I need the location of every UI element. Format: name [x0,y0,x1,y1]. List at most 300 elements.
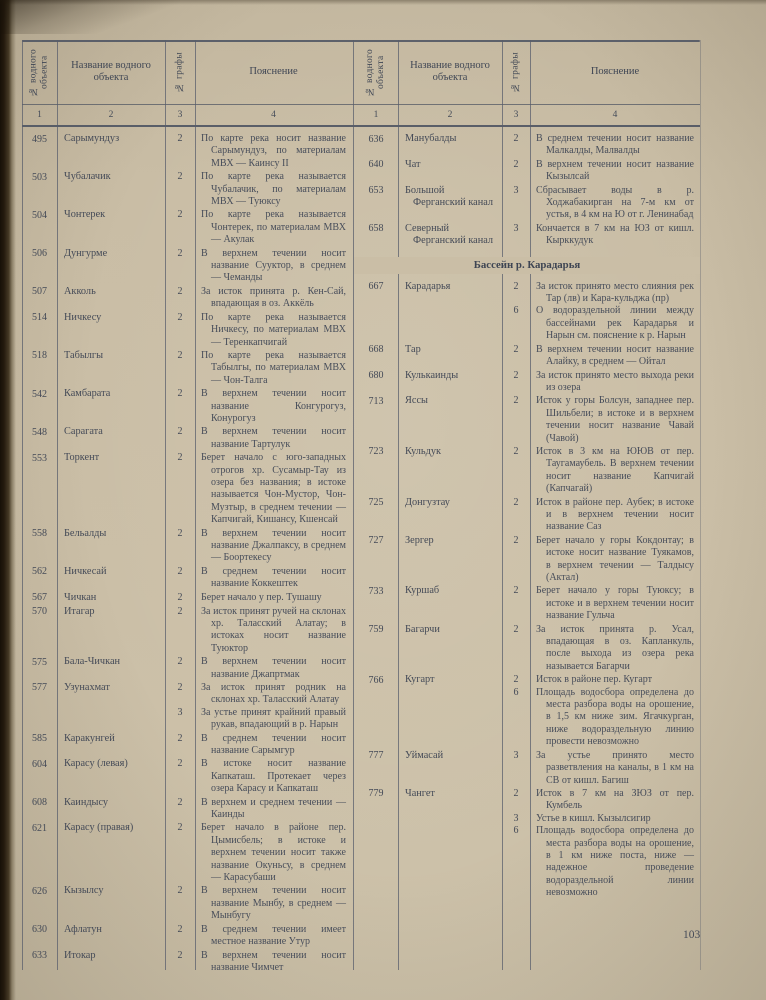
row-items [502,133,700,158]
table-row [354,344,700,369]
corner-shadow [0,0,180,34]
row-item [165,350,352,387]
col-number-1: 1 [373,110,379,120]
object-name: Кульдук [405,445,442,457]
grapha-number: 2 [177,758,183,770]
table-row [22,248,352,285]
row-item [165,592,352,604]
grapha-number: 2 [513,369,519,381]
row-item [502,446,700,496]
table-row [354,223,700,248]
object-name: Кулькаинды [405,369,459,381]
col-header-object-number: № водного объекта [365,48,386,96]
grapha-number: 2 [513,158,519,170]
object-number: 542 [32,388,47,400]
row-items [502,223,700,248]
object-number: 640 [368,159,384,171]
table-body-left [22,133,352,975]
row-items [502,159,700,184]
table-row [354,185,700,222]
explanation-text: В среднем течении носит название Малкалды, Малвалды [536,133,694,157]
row-items [502,674,700,748]
row-items [165,171,352,208]
table-rule [700,40,701,970]
object-number: 585 [32,733,47,745]
object-number: 779 [368,788,384,800]
explanation-text: Берет начало у горы Кокдонтау; в истоке носит название Туякамов, в верхнем течении — Талдысу (Актал) [536,534,694,583]
table-row [22,656,352,681]
col-header-explanation: Пояснение [590,66,640,77]
table-row [354,133,700,158]
row-item [165,286,352,311]
object-name: Тар [405,343,421,355]
table-row [22,426,352,451]
explanation-text: В верхнем течении носит название Тартулук [201,426,346,450]
object-number: 604 [32,758,47,770]
object-name: Чубалачик [64,171,111,183]
table-row [22,528,352,565]
row-items [502,535,700,585]
explanation-text: В верхнем течении носит название Джалпаксу, в среднем — Боортекесу [201,527,346,564]
table-row [354,497,700,534]
grapha-number: 2 [513,445,519,457]
object-number: 518 [32,350,47,362]
row-item [502,585,700,622]
object-number: 504 [32,209,47,221]
row-items [502,185,700,222]
col-header-object-name: Название водного объекта [71,60,151,83]
row-items [165,209,352,246]
explanation-text: Исток в 7 км на ЗЮЗ от пер. Кумбель [536,787,694,812]
object-name: Ничкесай [64,565,107,577]
explanation-text: За исток принято место слияния рек Тар (лв) и Кара-кульджа (пр) [536,280,694,305]
table-header-rule [22,104,700,105]
row-item [502,687,700,749]
row-item [502,185,700,222]
table-row [354,788,700,900]
grapha-number: 2 [513,395,519,407]
table-row [354,585,700,622]
explanation-text: Исток в районе пер. Аубек; в истоке и в верхнем течении носит название Саз [536,496,694,533]
object-number: 506 [32,248,47,260]
grapha-number: 2 [177,796,183,808]
grapha-number: 3 [177,706,183,718]
row-items [165,350,352,387]
explanation-text: Сбрасывает воды в р. Ходжабакирган на 7-м км от устья, в 4 км на Ю от г. Ленинабад [536,184,694,221]
object-number: 723 [368,446,384,458]
row-items [165,566,352,591]
object-name: Ничкесу [64,311,102,323]
row-items [165,758,352,795]
col-number-1: 1 [37,110,42,120]
explanation-text: Берет начало с юго-западных отрогов хр. Сусамыр-Тау из озера без названия; в истоке называется Чон-Мустор, Чон-Музтыр, в среднем течении — Капчигай, Кишансу, Кшенсай [201,452,346,526]
object-name: Каракунгей [64,732,115,744]
object-name: Большой Ферганский канал [405,184,494,209]
table-row [22,733,352,758]
explanation-text: По карте река носит название Сарымундуз, по материалам МВХ — Каинсу II [201,133,346,169]
row-item [502,305,700,342]
object-name: Северный Ферганский канал [405,222,494,247]
grapha-number: 2 [177,285,183,297]
explanation-text: Берет начало у горы Туюксу; в истоке и в верхнем течении носит название Гульча [536,585,694,622]
grapha-number: 2 [513,496,519,508]
object-name: Торкент [64,452,100,464]
grapha-number: 2 [177,349,183,361]
table-row [22,566,352,591]
grapha-number: 2 [513,623,519,635]
grapha-number: 2 [177,426,183,438]
table-row [354,281,700,343]
object-number: 558 [32,528,47,540]
row-item [502,281,700,306]
object-number: 636 [368,133,384,145]
grapha-number: 2 [177,247,183,259]
col-number-4: 4 [271,110,276,120]
object-name: Акколь [64,285,96,297]
table-row [354,395,700,445]
row-item [502,370,700,395]
object-name: Чангет [405,787,435,799]
object-name: Чичкан [64,591,97,603]
object-name: Карасу (правая) [64,822,134,834]
grapha-number: 2 [513,674,519,686]
object-number: 577 [32,682,47,694]
explanation-text: Площадь водосбора определена до места разбора воды на орошение, в 1 км ниже поста, ниже — надежное проведение водораздельной линии невозможно [536,825,694,899]
grapha-number: 2 [177,565,183,577]
object-number: 548 [32,426,47,438]
row-item [502,750,700,787]
row-item [502,535,700,585]
row-item [502,344,700,369]
explanation-text: За исток принят ручей на склонах хр. Таласский Алатау; в истоках носит название Туюктор [201,605,346,654]
col-header-grapha-number: № графы [510,52,521,92]
col-header-explanation: Пояснение [249,66,298,77]
object-name: Кызылсу [64,885,104,897]
object-name: Сарагата [64,426,103,438]
row-item [165,606,352,656]
grapha-number: 2 [513,343,519,355]
grapha-number: 3 [513,184,519,196]
explanation-text: В верхнем течении носит название Алайку, в среднем — Ойтал [536,343,694,368]
row-item [502,674,700,686]
grapha-number: 6 [513,305,519,317]
grapha-number: 2 [177,923,183,935]
explanation-text: В верхнем и среднем течении — Каинды [201,796,346,821]
grapha-number: 2 [177,732,183,744]
row-items [165,452,352,526]
row-item [502,788,700,813]
row-items [165,248,352,285]
row-items [502,750,700,787]
grapha-number: 2 [177,949,183,961]
row-item [165,797,352,822]
col-number-3: 3 [177,110,183,120]
row-item [502,497,700,534]
object-name: Зергер [405,534,434,546]
row-item [165,885,352,922]
col-number-3: 3 [513,110,519,120]
explanation-text: За исток принята р. Кен-Сай, впадающая в оз. Аккёль [201,285,346,310]
table-body-right [354,133,700,901]
object-number: 626 [32,885,47,897]
table-row [354,159,700,184]
grapha-number: 2 [513,534,519,546]
row-items [165,592,352,604]
row-items [502,497,700,534]
explanation-text: В верхнем течении носит название Сууктор, в среднем — Чеманды [201,247,346,284]
object-name: Дунгурме [64,247,108,259]
explanation-text: За исток принят родник на склонах хр. Таласский Алатау [201,681,346,706]
table-row [22,133,352,170]
object-number: 658 [368,223,384,235]
grapha-number: 2 [177,656,183,668]
row-items [502,370,700,395]
table-row [22,885,352,922]
row-item [165,566,352,591]
table-row [354,446,700,496]
table-row [354,624,700,674]
object-name: Сарымундуз [64,133,120,144]
object-number: 495 [32,133,47,145]
object-name: Чат [405,158,421,170]
row-items [165,885,352,922]
object-name: Куршаб [405,585,440,597]
object-name: Карадарья [405,280,451,292]
row-items [502,624,700,674]
object-name: Табылгы [64,349,104,361]
object-name: Манубалды [405,133,457,144]
table-row [354,750,700,787]
grapha-number: 2 [177,822,183,834]
object-name: Бельалды [64,527,107,539]
grapha-number: 2 [177,311,183,323]
row-item [165,656,352,681]
grapha-number: 2 [513,280,519,292]
table-row [354,674,700,748]
row-items [165,606,352,656]
object-number: 567 [32,592,47,604]
row-item [502,813,700,825]
grapha-number: 2 [177,171,183,183]
row-items [165,797,352,822]
row-item [165,248,352,285]
object-name: Карасу (левая) [64,758,128,770]
object-name: Камбарата [64,388,111,400]
row-items [502,395,700,445]
explanation-text: Исток у горы Болсун, западнее пер. Шильбели; в истоке и в верхнем течении носит название Чавай (Чавой) [536,395,694,444]
table-row [22,822,352,884]
explanation-text: По карте река называется Чонтерек, по материалам МВХ — Акулак [201,209,346,246]
object-name: Каиндысу [64,796,109,808]
grapha-number: 6 [513,825,519,837]
row-items [165,426,352,451]
explanation-text: В верхнем течении носит название Джапртмак [201,656,346,680]
explanation-text: В среднем течении носит название Сарымгур [201,732,346,756]
row-items [165,133,352,170]
explanation-text: В верхнем течении носит название Чимчет [201,949,346,973]
col-number-2: 2 [108,110,114,120]
object-name: Бала-Чичкан [64,656,121,668]
object-number: 553 [32,452,47,464]
object-name: Багарчи [405,623,440,635]
table-row [22,924,352,949]
object-number: 733 [368,585,384,597]
row-items [165,656,352,681]
col-number-2: 2 [447,110,453,120]
grapha-number: 2 [177,452,183,464]
object-name: Итагар [64,605,95,617]
table-row [22,950,352,975]
object-name: Узунахмат [64,681,110,693]
explanation-text: Площадь водосбора определена до места разбора воды на орошение, в 1,5 км ниже зим. Ягачкурган, ниже водораздельную линию провести невозможно [536,686,694,748]
object-name: Афлатун [64,923,102,935]
row-item [165,682,352,707]
grapha-number: 2 [177,681,183,693]
row-item [502,223,700,248]
grapha-number: 2 [513,585,519,597]
row-item [165,133,352,170]
object-number: 713 [368,395,384,407]
grapha-number: 3 [513,222,519,234]
explanation-text: За исток принята р. Усал, впадающая в оз. Капланкуль, после выхода из озера река называется Багарчи [536,623,694,672]
grapha-number: 2 [177,388,183,400]
object-number: 759 [368,624,384,636]
explanation-text: В среднем течении имеет местное название Утур [201,923,346,948]
row-item [165,426,352,451]
row-item [502,624,700,674]
explanation-text: Берет начало у пер. Тушашу [201,591,322,603]
table-row [22,286,352,311]
explanation-text: В верхнем течении носит название Кызылсай [536,158,694,183]
object-number: 725 [368,497,384,509]
object-number: 608 [32,797,47,809]
grapha-number: 2 [177,885,183,897]
grapha-number: 2 [513,787,519,799]
object-name: Кугарт [405,674,435,686]
object-number: 777 [368,750,384,762]
object-number: 630 [32,924,47,936]
grapha-number: 3 [513,812,519,824]
explanation-text: Устье в кишл. Кызылсигир [536,812,651,824]
row-items [502,585,700,622]
object-name: Уймасай [405,749,444,761]
book-spine-edge [0,0,16,1000]
object-number: 507 [32,286,47,298]
table-row [22,171,352,208]
object-number: 633 [32,950,47,961]
row-items [502,446,700,496]
table-row [22,758,352,795]
object-number: 680 [368,370,384,381]
object-name: Чонтерек [64,209,106,221]
table-row [354,535,700,585]
row-item [165,171,352,208]
explanation-text: Берет начало в районе пер. Цымисбель; в истоке и верхнем течении носит также название Окуньсу, в среднем — Карасубаши [201,822,346,884]
row-items [502,281,700,343]
row-item [165,209,352,246]
row-item [165,822,352,884]
col-header-object-number: № водного объекта [28,48,50,96]
object-number: 570 [32,606,47,618]
table-row [22,209,352,246]
object-number: 727 [368,535,384,547]
row-items [502,344,700,369]
object-number: 503 [32,171,47,183]
row-items [165,286,352,311]
explanation-text: О водораздельной линии между бассейнами рек Карадарья и Нарын см. пояснение к р. Нарын [536,305,694,342]
object-number: 668 [368,344,384,356]
page-number: 103 [683,929,701,941]
grapha-number: 2 [177,591,183,603]
row-item [165,452,352,526]
col-number-4: 4 [612,110,618,120]
explanation-text: По карте река называется Чубалачик, по материалам МВХ — Туюксу [201,171,346,208]
table-row [22,452,352,526]
object-number: 766 [368,674,384,686]
grapha-number: 3 [513,749,519,761]
explanation-text: В истоке носит название Капкаташ. Протекает через озера Карасу и Капкаташ [201,758,346,795]
object-number: 562 [32,566,47,578]
row-items [165,950,352,975]
row-item [165,528,352,565]
table-row [354,370,700,395]
explanation-text: В верхнем течении носит название Мынбу, в среднем — Мынбугу [201,885,346,922]
grapha-number: 2 [513,133,519,144]
row-item [502,159,700,184]
row-items [165,682,352,732]
explanation-text: Кончается в 7 км на ЮЗ от кишл. Кырккудук [536,222,694,247]
row-item [165,707,352,732]
grapha-number: 2 [177,209,183,221]
col-header-object-name: Название водного объекта [410,60,490,83]
grapha-number: 6 [513,686,519,698]
object-number: 514 [32,312,47,324]
explanation-text: Исток в районе пер. Кугарт [536,674,653,686]
row-item [502,133,700,158]
basin-section-header: Бассейн р. Карадарья [354,257,700,274]
object-name: Донгузтау [405,496,450,508]
explanation-text: В верхнем течении носит название Конгурогуз, Конурогуз [201,388,346,424]
row-item [165,312,352,349]
explanation-text: За устье принят крайний правый рукав, впадающий в р. Нарын [201,706,346,731]
table-row [22,797,352,822]
row-item [165,950,352,975]
object-number: 575 [32,656,47,668]
row-item [165,733,352,758]
row-item [165,388,352,425]
row-item [502,825,700,899]
row-items [165,528,352,565]
row-item [165,758,352,795]
table-row [22,606,352,656]
row-items [502,788,700,900]
table-row [22,312,352,349]
object-number: 667 [368,281,384,293]
object-name: Итокар [64,949,96,961]
row-item [502,395,700,445]
explanation-text: В среднем течении носит название Коккештек [201,565,346,590]
row-item [165,924,352,949]
row-items [165,822,352,884]
table-row [22,388,352,425]
explanation-text: За исток принято место выхода реки из озера [536,369,694,393]
table-row [22,350,352,387]
explanation-text: По карте река называется Ничкесу, по материалам МВХ — Теренкапчигай [201,311,346,348]
table-heavy-rule [22,125,700,127]
explanation-text: По карте река называется Табылгы, по материалам МВХ — Чон-Талга [201,349,346,386]
row-items [165,312,352,349]
object-number: 621 [32,822,47,834]
